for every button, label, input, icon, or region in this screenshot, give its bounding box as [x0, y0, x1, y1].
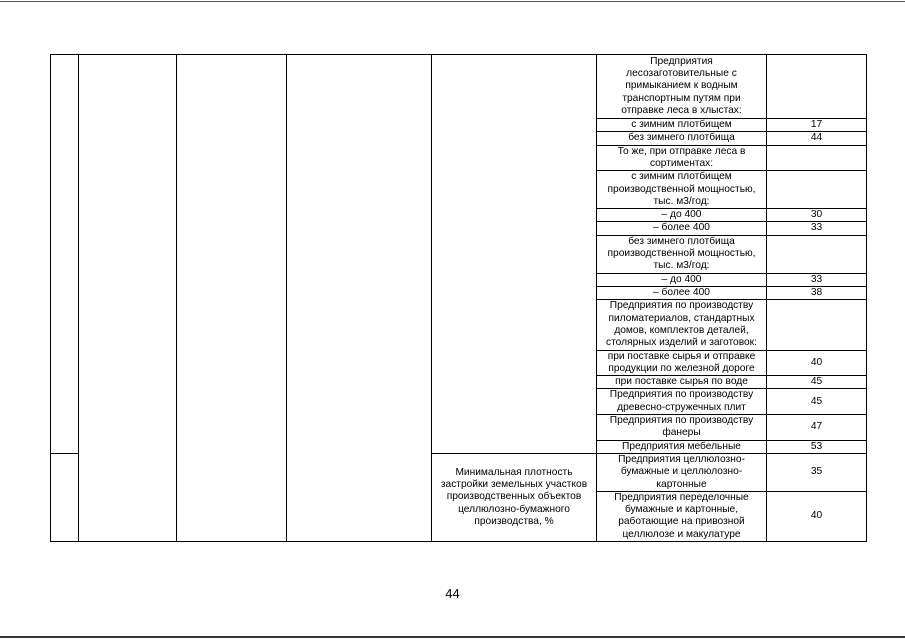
row-label: То же, при отправке леса в сортиментах: [597, 145, 767, 171]
row-label: с зимним плотбищем [597, 119, 767, 132]
row-value [767, 235, 867, 273]
row-value [767, 145, 867, 171]
row-label: без зимнего плотбища производственной мощностью, тыс. м3/год: [597, 235, 767, 273]
col-4-cell [287, 55, 432, 542]
row-value: 35 [767, 453, 867, 491]
row-label: Предприятия мебельные [597, 440, 767, 453]
row-label: Предприятия переделочные бумажные и картонные, работающие на привозной целлюлозе и макулатуре [597, 491, 767, 541]
row-label: – более 400 [597, 287, 767, 300]
row-value: 33 [767, 222, 867, 235]
row-value [767, 55, 867, 119]
row-label: с зимним плотбищем производственной мощностью, тыс. м3/год: [597, 171, 767, 209]
row-value: 33 [767, 273, 867, 286]
row-value: 30 [767, 209, 867, 222]
row-value: 40 [767, 491, 867, 541]
row-value: 40 [767, 350, 867, 376]
row-value: 38 [767, 287, 867, 300]
scan-edge-top [0, 1, 905, 2]
row-label: Предприятия по производству пиломатериалов, стандартных домов, комплектов деталей, столярных изделий и заготовок: [597, 300, 767, 350]
col-2-cell [79, 55, 177, 542]
row-label: при поставке сырья по воде [597, 376, 767, 389]
col-3-cell [177, 55, 287, 542]
col-5-cell [432, 55, 597, 454]
row-label: Предприятия целлюлозно-бумажные и целлюлозно-картонные [597, 453, 767, 491]
row-value: 53 [767, 440, 867, 453]
col-number-cell [51, 55, 79, 454]
row-label: Предприятия по производству древесно-стружечных плит [597, 389, 767, 415]
row-value: 45 [767, 376, 867, 389]
scan-edge-bottom [0, 636, 905, 638]
row-value [767, 300, 867, 350]
row-label: Предприятия лесозаготовительные с примыканием к водным транспортным путям при отправке леса в хлыстах: [597, 55, 767, 119]
col-number-cell-2 [51, 453, 79, 541]
row-label: без зимнего плотбища [597, 132, 767, 145]
row-label: при поставке сырья и отправке продукции по железной дороге [597, 350, 767, 376]
row-value: 17 [767, 119, 867, 132]
row-label: – до 400 [597, 273, 767, 286]
row-label: Предприятия по производству фанеры [597, 415, 767, 441]
indicator-cell: Минимальная плотность застройки земельных участков производственных объектов целлюлозно-бумажного производства, % [432, 453, 597, 541]
row-label: – более 400 [597, 222, 767, 235]
row-value: 44 [767, 132, 867, 145]
row-value: 47 [767, 415, 867, 441]
norms-table [50, 54, 867, 542]
page-number: 44 [445, 586, 460, 601]
row-label: – до 400 [597, 209, 767, 222]
row-value [767, 171, 867, 209]
row-value: 45 [767, 389, 867, 415]
